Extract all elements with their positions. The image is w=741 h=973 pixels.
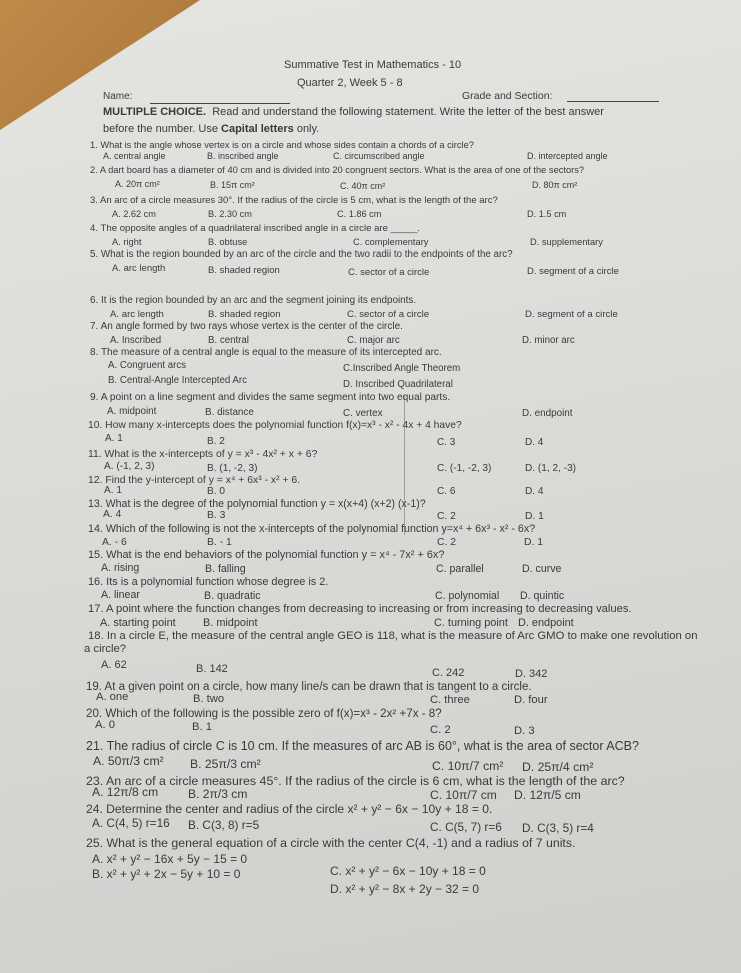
question-1-choice-d: D. intercepted angle bbox=[527, 151, 608, 161]
question-20-choice-d: D. 3 bbox=[514, 725, 535, 737]
question-11-choice-b: B. (1, -2, 3) bbox=[207, 462, 258, 474]
question-15-choice-d: D. curve bbox=[522, 563, 562, 576]
question-8-choice-c: C.Inscribed Angle Theorem bbox=[343, 363, 461, 374]
question-12-choice-d: D. 4 bbox=[525, 485, 544, 497]
question-14-choice-a: A. - 6 bbox=[102, 536, 127, 548]
instructions-text: Read and understand the following statement. Write the letter of the best answer bbox=[212, 106, 604, 118]
question-16-text: 16. Its is a polynomial function whose degree is 2. bbox=[88, 576, 329, 588]
question-18-choice-d: D. 342 bbox=[515, 668, 548, 680]
instructions-text-2a: before the number. Use bbox=[103, 123, 222, 135]
question-24-choice-c: C. x² + y² − 6x − 10y + 18 = 0 bbox=[330, 864, 486, 878]
question-3-text: 3. An arc of a circle measures 30°. If the radius of the circle is 5 cm, what is the length of the arc? bbox=[90, 195, 498, 206]
question-19-choice-d: D. four bbox=[514, 693, 548, 706]
question-13-choice-c: C. 2 bbox=[437, 510, 456, 522]
question-6-choice-d: D. segment of a circle bbox=[525, 309, 618, 321]
question-3-choice-d: D. 1.5 cm bbox=[527, 209, 567, 219]
question-9-choice-d: D. endpoint bbox=[522, 408, 573, 420]
question-8-choice-d: D. Inscribed Quadrilateral bbox=[343, 379, 453, 390]
question-2-choice-a: A. 20π cm² bbox=[115, 179, 160, 189]
question-17-choice-b: B. midpoint bbox=[203, 617, 258, 630]
question-23-choice-a: A. C(4, 5) r=16 bbox=[92, 816, 170, 830]
question-5-choice-c: C. sector of a circle bbox=[348, 267, 430, 278]
question-4-choice-c: C. complementary bbox=[353, 237, 429, 247]
question-24-choice-a: A. x² + y² − 16x + 5y − 15 = 0 bbox=[92, 852, 248, 866]
question-19-choice-c: C. three bbox=[430, 693, 470, 706]
question-13-text: 13. What is the degree of the polynomial function y = x(x+4) (x+2) (x-1)? bbox=[88, 498, 426, 510]
question-16-choice-d: D. quintic bbox=[520, 590, 565, 602]
question-15-text: 15. What is the end behaviors of the polynomial function y = x⁴ - 7x² + 6x? bbox=[88, 549, 445, 561]
question-4-choice-b: B. obtuse bbox=[208, 237, 248, 247]
question-23-choice-d: D. C(3, 5) r=4 bbox=[522, 821, 594, 835]
question-12-choice-a: A. 1 bbox=[104, 485, 122, 496]
question-10-choice-d: D. 4 bbox=[525, 437, 544, 448]
question-8-choice-b: B. Central-Angle Intercepted Arc bbox=[108, 375, 247, 386]
question-6-choice-b: B. shaded region bbox=[208, 309, 281, 321]
question-21-choice-b: B. 25π/3 cm² bbox=[190, 757, 261, 771]
question-23-text: 24. Determine the center and radius of the circle x² + y² − 6x − 10y + 18 = 0. bbox=[86, 802, 493, 816]
instructions-emphasis: Capital letters bbox=[221, 123, 294, 135]
question-21-text: 21. The radius of circle C is 10 cm. If the measures of arc AB is 60°, what is the area of sector ACB? bbox=[86, 739, 639, 753]
question-11-choice-a: A. (-1, 2, 3) bbox=[104, 461, 155, 472]
question-2-choice-b: B. 15π cm² bbox=[210, 180, 255, 190]
question-6-choice-c: C. sector of a circle bbox=[347, 309, 430, 321]
question-4-choice-d: D. supplementary bbox=[530, 237, 603, 247]
question-14-choice-c: C. 2 bbox=[437, 536, 457, 548]
question-7-choice-b: B. central bbox=[208, 335, 249, 347]
question-24-text: 25. What is the general equation of a circle with the center C(4, -1) and a radius of 7 units. bbox=[86, 836, 576, 850]
question-22-choice-a: A. 12π/8 cm bbox=[92, 785, 159, 799]
question-20-text: 20. Which of the following is the possible zero of f(x)=x³ - 2x² +7x - 8? bbox=[86, 707, 442, 720]
question-12-text: 12. Find the y-intercept of y = x⁴ + 6x³ - x² + 6. bbox=[88, 475, 301, 486]
question-17-choice-d: D. endpoint bbox=[518, 617, 574, 630]
question-18-text: 18. In a circle E, the measure of the central angle GEO is 118, what is the measure of Arc GMO to make one revolution on bbox=[88, 630, 698, 642]
test-title: Summative Test in Mathematics - 10 bbox=[284, 59, 462, 71]
question-9-choice-c: C. vertex bbox=[343, 408, 383, 420]
question-17-text: 17. A point where the function changes from decreasing to increasing or from increasing to decreasing values. bbox=[88, 603, 632, 615]
instructions-line-1 bbox=[103, 107, 604, 118]
question-16-choice-a: A. linear bbox=[101, 589, 140, 601]
question-10-choice-a: A. 1 bbox=[105, 433, 123, 444]
paper-fold-line bbox=[404, 395, 405, 535]
question-7-choice-a: A. Inscribed bbox=[110, 335, 162, 346]
question-8-choice-a: A. Congruent arcs bbox=[108, 360, 187, 371]
question-6-text: 6. It is the region bounded by an arc and the segment joining its endpoints. bbox=[90, 295, 417, 306]
question-13-choice-d: D. 1 bbox=[525, 510, 544, 522]
question-4-text: 4. The opposite angles of a quadrilateral inscribed angle in a circle are _____. bbox=[90, 223, 420, 234]
question-2-choice-d: D. 80π cm² bbox=[532, 180, 578, 190]
question-16-choice-b: B. quadratic bbox=[204, 590, 261, 602]
question-1-choice-a: A. central angle bbox=[103, 151, 166, 161]
question-10-choice-c: C. 3 bbox=[437, 437, 456, 448]
question-6-choice-a: A. arc length bbox=[110, 309, 164, 320]
question-3-choice-b: B. 2.30 cm bbox=[208, 209, 252, 219]
question-20-choice-a: A. 0 bbox=[95, 719, 116, 731]
question-23-choice-c: C. C(5, 7) r=6 bbox=[430, 820, 502, 834]
question-19-choice-b: B. two bbox=[193, 693, 225, 705]
question-5-choice-b: B. shaded region bbox=[208, 265, 280, 276]
question-16-choice-c: C. polynomial bbox=[435, 590, 500, 602]
question-14-choice-d: D. 1 bbox=[524, 536, 544, 548]
question-1-text: 1. What is the angle whose vertex is on a circle and whose sides contain a chords of a circle? bbox=[90, 140, 474, 150]
question-22-choice-b: B. 2π/3 cm bbox=[188, 787, 248, 801]
question-9-text: 9. A point on a line segment and divides the same segment into two equal parts. bbox=[90, 392, 451, 403]
question-11-choice-d: D. (1, 2, -3) bbox=[525, 462, 577, 474]
question-18-choice-c: C. 242 bbox=[432, 667, 465, 679]
question-5-text: 5. What is the region bounded by an arc of the circle and the two radii to the endpoints of the arc? bbox=[90, 249, 513, 260]
question-18-choice-a: A. 62 bbox=[101, 659, 127, 671]
question-11-choice-c: C. (-1, -2, 3) bbox=[437, 462, 492, 474]
question-9-choice-a: A. midpoint bbox=[107, 406, 157, 417]
question-22-choice-c: C. 10π/7 cm bbox=[430, 787, 497, 802]
question-3-choice-c: C. 1.86 cm bbox=[337, 209, 382, 219]
question-18-text-continued: a circle? bbox=[84, 643, 127, 655]
instructions-lead: MULTIPLE CHOICE. bbox=[103, 106, 207, 118]
question-9-choice-b: B. distance bbox=[205, 407, 254, 418]
question-5-choice-a: A. arc length bbox=[112, 263, 166, 274]
question-13-choice-b: B. 3 bbox=[207, 510, 226, 521]
instructions-text-2c: only. bbox=[293, 123, 320, 135]
question-4-choice-a: A. right bbox=[112, 237, 142, 247]
question-1-choice-b: B. inscribed angle bbox=[207, 151, 279, 161]
question-15-choice-c: C. parallel bbox=[436, 563, 484, 576]
question-2-choice-c: C. 40π cm² bbox=[340, 181, 386, 191]
question-19-choice-a: A. one bbox=[96, 691, 129, 703]
question-7-choice-c: C. major arc bbox=[347, 335, 400, 347]
question-20-choice-c: C. 2 bbox=[430, 724, 451, 736]
question-24-choice-b: B. x² + y² + 2x − 5y + 10 = 0 bbox=[92, 867, 241, 881]
question-3-choice-a: A. 2.62 cm bbox=[112, 209, 156, 219]
question-20-choice-b: B. 1 bbox=[192, 721, 213, 733]
question-14-text: 14. Which of the following is not the x-intercepts of the polynomial function y=x⁴ + 6x³ - x² - 6x? bbox=[88, 523, 536, 535]
question-14-choice-b: B. - 1 bbox=[207, 536, 232, 548]
question-11-text: 11. What is the x-intercepts of y = x³ - 4x² + x + 6? bbox=[88, 449, 318, 460]
question-24-choice-d: D. x² + y² − 8x + 2y − 32 = 0 bbox=[330, 882, 480, 896]
question-21-choice-d: D. 25π/4 cm² bbox=[522, 759, 594, 774]
question-2-text: 2. A dart board has a diameter of 40 cm and is divided into 20 congruent sectors. What is the area of one of the sectors? bbox=[90, 165, 585, 175]
instructions-line-2 bbox=[103, 124, 319, 135]
grade-section-field-line[interactable] bbox=[567, 101, 659, 102]
question-1-choice-c: C. circumscribed angle bbox=[333, 151, 425, 161]
question-7-choice-d: D. minor arc bbox=[522, 335, 575, 347]
question-12-choice-b: B. 0 bbox=[207, 485, 225, 497]
test-subtitle: Quarter 2, Week 5 - 8 bbox=[297, 77, 403, 89]
question-17-choice-a: A. starting point bbox=[100, 617, 176, 629]
question-12-choice-c: C. 6 bbox=[437, 485, 456, 497]
name-field-line[interactable] bbox=[150, 103, 290, 104]
question-8-text: 8. The measure of a central angle is equal to the measure of its intercepted arc. bbox=[90, 347, 442, 358]
question-10-choice-b: B. 2 bbox=[207, 436, 225, 447]
question-5-choice-d: D. segment of a circle bbox=[527, 266, 619, 277]
question-21-choice-a: A. 50π/3 cm² bbox=[93, 754, 164, 768]
question-15-choice-a: A. rising bbox=[101, 562, 140, 574]
question-21-choice-c: C. 10π/7 cm² bbox=[432, 759, 504, 773]
question-13-choice-a: A. 4 bbox=[103, 509, 122, 520]
question-18-choice-b: B. 142 bbox=[196, 663, 228, 675]
question-23-choice-b: B. C(3, 8) r=5 bbox=[188, 818, 260, 832]
question-17-choice-c: C. turning point bbox=[434, 617, 508, 630]
question-15-choice-b: B. falling bbox=[205, 563, 246, 575]
name-label: Name: bbox=[103, 91, 133, 102]
question-22-text: 23. An arc of a circle measures 45°. If the radius of the circle is 6 cm, what is the length of the arc? bbox=[86, 774, 625, 788]
grade-section-label: Grade and Section: bbox=[462, 90, 553, 102]
question-19-text: 19. At a given point on a circle, how many line/s can be drawn that is tangent to a circle. bbox=[86, 681, 532, 693]
question-7-text: 7. An angle formed by two rays whose vertex is the center of the circle. bbox=[90, 321, 403, 332]
question-22-choice-d: D. 12π/5 cm bbox=[514, 787, 581, 802]
question-10-text: 10. How many x-intercepts does the polynomial function f(x)=x³ - x² - 4x + 4 have? bbox=[88, 420, 462, 431]
